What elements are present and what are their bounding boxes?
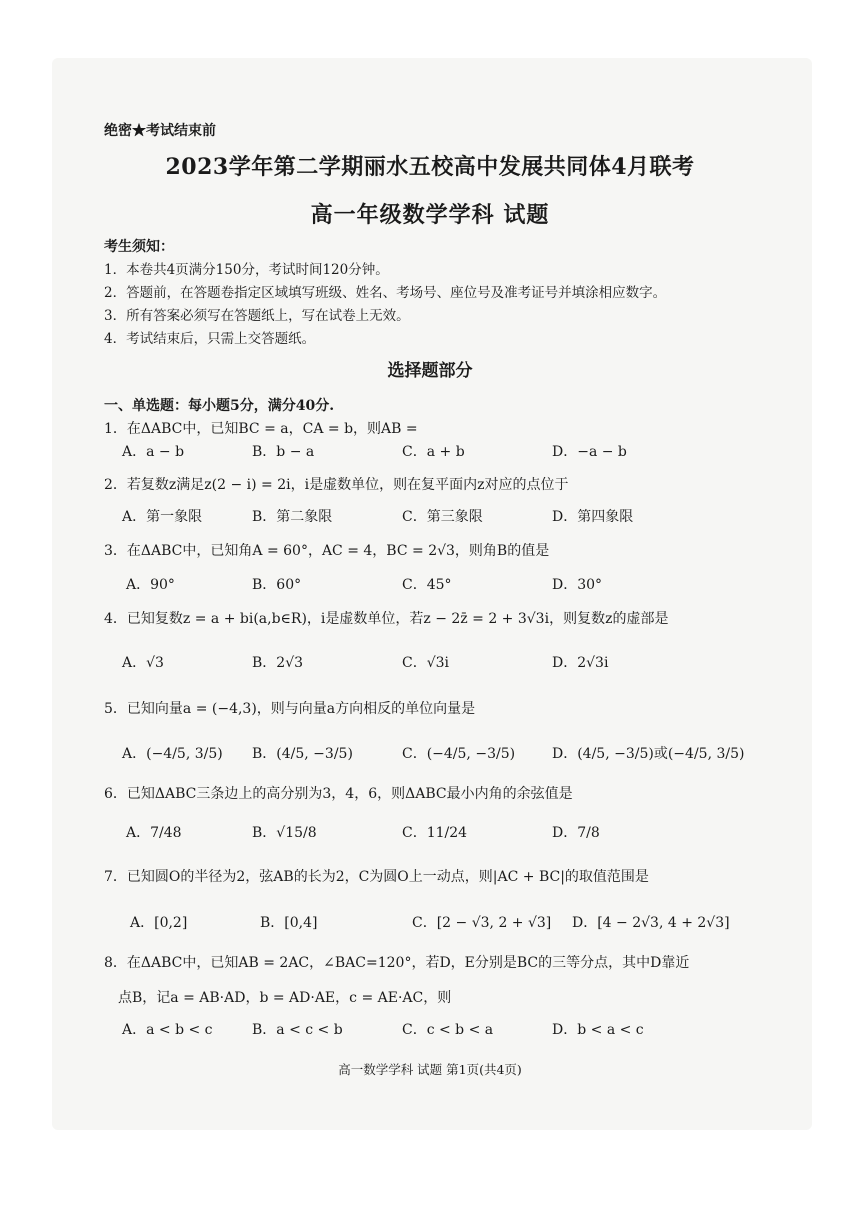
question-8-option-c[interactable]: C．c < b < a bbox=[402, 1022, 494, 1038]
question-5-option-d[interactable]: D．(4/5, −3/5)或(−4/5, 3/5) bbox=[552, 746, 745, 762]
notice-item: 3．所有答案必须写在答题纸上，写在试卷上无效。 bbox=[104, 308, 410, 324]
question-1-option-d[interactable]: D．−a − b bbox=[552, 444, 627, 460]
question-1-stem: 1．在ΔABC中，已知BC = a，CA = b，则AB = bbox=[104, 421, 418, 437]
question-5-stem: 5．已知向量a = (−4,3)，则与向量a方向相反的单位向量是 bbox=[104, 701, 476, 717]
question-5-option-a[interactable]: A．(−4/5, 3/5) bbox=[122, 746, 223, 762]
question-3-stem: 3．在ΔABC中，已知角A = 60°，AC = 4，BC = 2√3，则角B的值是 bbox=[104, 543, 550, 559]
question-2-option-a[interactable]: A．第一象限 bbox=[122, 509, 203, 525]
question-1-option-a[interactable]: A．a − b bbox=[122, 444, 185, 460]
question-6-stem: 6．已知ΔABC三条边上的高分别为3，4，6，则ΔABC最小内角的余弦值是 bbox=[104, 786, 573, 802]
confidential-label: 绝密★考试结束前 bbox=[104, 123, 216, 139]
question-4-option-c[interactable]: C．√3i bbox=[402, 655, 450, 671]
question-7-option-c[interactable]: C．[2 − √3, 2 + √3] bbox=[412, 915, 552, 931]
question-5-option-b[interactable]: B．(4/5, −3/5) bbox=[252, 746, 353, 762]
question-7-option-a[interactable]: A．[0,2] bbox=[130, 915, 188, 931]
notice-item: 2．答题前，在答题卷指定区域填写班级、姓名、考场号、座位号及准考证号并填涂相应数字。 bbox=[104, 285, 667, 301]
question-8-option-a[interactable]: A．a < b < c bbox=[122, 1022, 213, 1038]
question-8-stem: 8．在ΔABC中，已知AB = 2AC，∠BAC=120°，若D，E分别是BC的三等分点，其中D靠近 bbox=[104, 955, 690, 971]
question-3-option-d[interactable]: D．30° bbox=[552, 577, 603, 593]
question-2-option-d[interactable]: D．第四象限 bbox=[552, 509, 634, 525]
section-title: 选择题部分 bbox=[387, 361, 473, 381]
question-1-option-b[interactable]: B．b − a bbox=[252, 444, 315, 460]
exam-title: 2023学年第二学期丽水五校高中发展共同体4月联考 bbox=[165, 154, 695, 180]
question-2-stem: 2．若复数z满足z(2 − i) = 2i，i是虚数单位，则在复平面内z对应的点位于 bbox=[104, 477, 569, 493]
question-7-option-b[interactable]: B．[0,4] bbox=[260, 915, 318, 931]
question-6-option-c[interactable]: C．11/24 bbox=[402, 825, 468, 841]
question-4-option-d[interactable]: D．2√3i bbox=[552, 655, 609, 671]
question-8-option-b[interactable]: B．a < c < b bbox=[252, 1022, 343, 1038]
question-6-option-b[interactable]: B．√15/8 bbox=[252, 825, 317, 841]
question-4-option-a[interactable]: A．√3 bbox=[122, 655, 164, 671]
page-footer: 高一数学学科 试题 第1页(共4页) bbox=[338, 1062, 522, 1077]
question-7-stem: 7．已知圆O的半径为2，弦AB的长为2，C为圆O上一动点，则|AC + BC|的取值范围是 bbox=[104, 869, 649, 885]
notice-item: 1．本卷共4页满分150分，考试时间120分钟。 bbox=[104, 262, 389, 278]
question-6-option-a[interactable]: A．7/48 bbox=[126, 825, 182, 841]
question-1-option-c[interactable]: C．a + b bbox=[402, 444, 465, 460]
question-4-option-b[interactable]: B．2√3 bbox=[252, 655, 304, 671]
question-2-option-c[interactable]: C．第三象限 bbox=[402, 509, 483, 525]
question-3-option-a[interactable]: A．90° bbox=[126, 577, 175, 593]
question-8-stem-continued: 点B，记a = AB·AD，b = AD·AE，c = AE·AC，则 bbox=[118, 990, 452, 1006]
notice-item: 4．考试结束后，只需上交答题纸。 bbox=[104, 331, 316, 347]
question-8-option-d[interactable]: D．b < a < c bbox=[552, 1022, 644, 1038]
question-6-option-d[interactable]: D．7/8 bbox=[552, 825, 600, 841]
notice-heading: 考生须知： bbox=[104, 239, 174, 255]
question-2-option-b[interactable]: B．第二象限 bbox=[252, 509, 333, 525]
question-3-option-c[interactable]: C．45° bbox=[402, 577, 452, 593]
question-7-option-d[interactable]: D．[4 − 2√3, 4 + 2√3] bbox=[572, 915, 730, 931]
part-heading: 一、单选题：每小题5分，满分40分. bbox=[104, 398, 335, 414]
question-3-option-b[interactable]: B．60° bbox=[252, 577, 302, 593]
exam-subtitle: 高一年级数学学科 试题 bbox=[310, 202, 550, 228]
question-4-stem: 4．已知复数z = a + bi(a,b∈R)，i是虚数单位，若z − 2z̄ = 2 + 3√3i，则复数z的虚部是 bbox=[104, 611, 669, 627]
question-5-option-c[interactable]: C．(−4/5, −3/5) bbox=[402, 746, 516, 762]
